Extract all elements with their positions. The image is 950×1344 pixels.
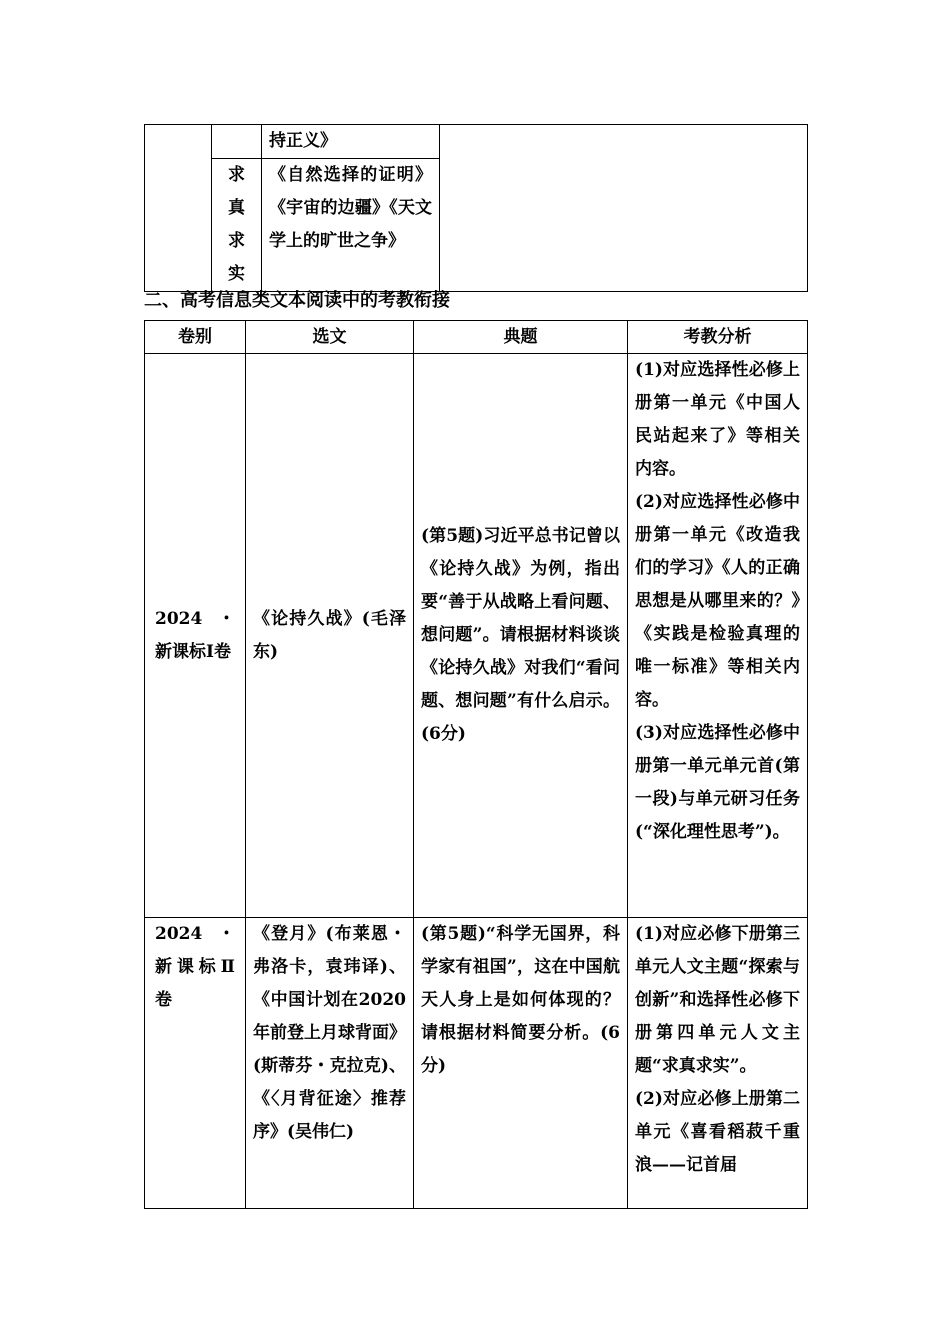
analysis-item: (1)对应必修下册第三单元人文主题“探索与创新”和选择性必修下册第四单元人文主题“求真求实”。 xyxy=(635,924,800,1076)
empty-cell xyxy=(212,125,262,159)
header-cell: 考教分析 xyxy=(628,321,808,354)
table-row xyxy=(145,125,808,159)
section-heading: 二、高考信息类文本阅读中的考教衔接 xyxy=(144,290,450,311)
text-cell: 《自然选择的证明》《宇宙的边疆》《天文学上的旷世之争》 xyxy=(262,159,440,292)
empty-cell xyxy=(440,125,808,292)
theme-label: 求真求实 xyxy=(228,165,245,284)
question-cell: (第5题)习近平总书记曾以《论持久战》为例，指出要“善于从战略上看问题、想问题”。请根据材料谈谈《论持久战》对我们“看问题、想问题”有什么启示。(6分) xyxy=(414,354,628,918)
analysis-item: (1)对应选择性必修上册第一单元《中国人民站起来了》等相关内容。 xyxy=(635,360,800,479)
theme-label-cell xyxy=(212,159,262,292)
table-header-row xyxy=(145,321,808,354)
analysis-item: (2)对应选择性必修中册第一单元《改造我们的学习》《人的正确思想是从哪里来的？》《实践是检验真理的唯一标准》等相关内容。 xyxy=(635,492,800,710)
header-cell: 卷别 xyxy=(145,321,246,354)
paper-cell: 2024・新课标Ⅱ卷 xyxy=(145,918,246,1209)
continuation-table xyxy=(144,124,808,292)
text-cell: 《登月》(布莱恩・弗洛卡，袁玮译)、《中国计划在2020年前登上月球背面》(斯蒂芬・克拉克)、《〈月背征途〉推荐序》(吴伟仁) xyxy=(246,918,414,1209)
table-row xyxy=(145,918,808,1209)
exam-table xyxy=(144,320,808,1209)
text-cell: 持正义》 xyxy=(262,125,440,159)
analysis-item: (2)对应必修上册第二单元《喜看稻菽千重浪——记首届 xyxy=(635,1089,800,1175)
analysis-cell xyxy=(628,354,808,918)
question-cell: (第5题)“科学无国界，科学家有祖国”，这在中国航天人身上是如何体现的？请根据材料简要分析。(6分) xyxy=(414,918,628,1209)
header-cell: 选文 xyxy=(246,321,414,354)
empty-cell xyxy=(145,125,212,292)
text-cell: 《论持久战》(毛泽东) xyxy=(246,354,414,918)
paper-cell: 2024・新课标Ⅰ卷 xyxy=(145,354,246,918)
analysis-cell xyxy=(628,918,808,1209)
analysis-item: (3)对应选择性必修中册第一单元单元首(第一段)与单元研习任务(“深化理性思考”)。 xyxy=(635,723,800,842)
header-cell: 典题 xyxy=(414,321,628,354)
table-row xyxy=(145,354,808,918)
